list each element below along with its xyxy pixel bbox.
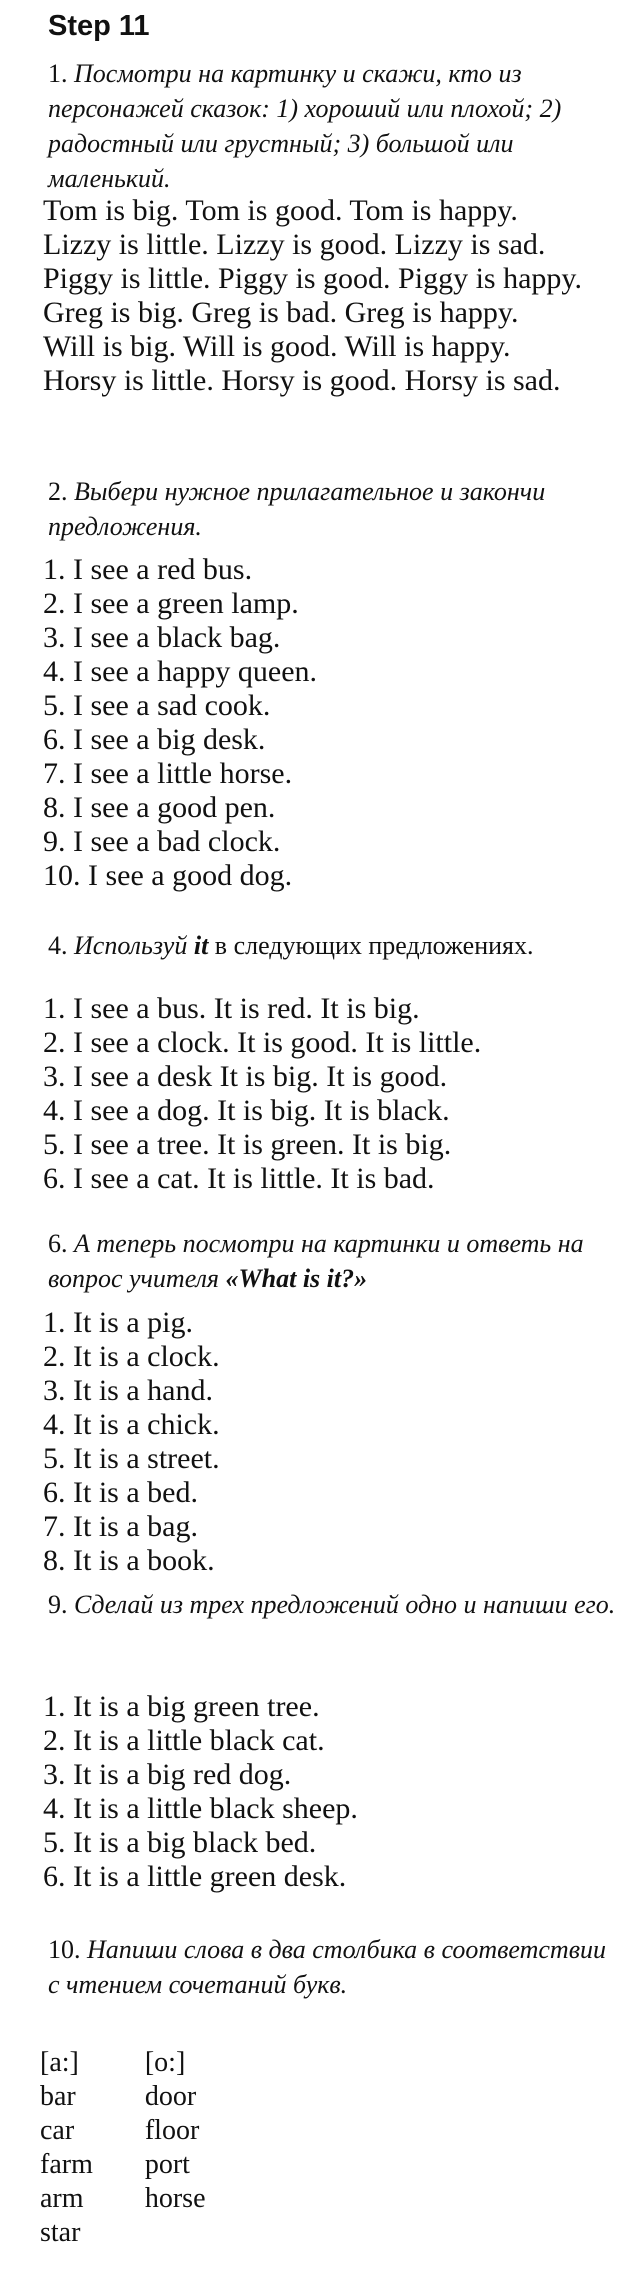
- task-6-answers: [43, 1306, 628, 1578]
- answer-line: 2. It is a little black cat.: [43, 1724, 325, 1757]
- column-a-sound: [40, 2046, 93, 2250]
- task-9-number: 9.: [48, 1590, 68, 1619]
- answer-line: 1. It is a pig.: [43, 1306, 193, 1339]
- task-6-question: «What is it?»: [225, 1264, 368, 1293]
- answer-line: 2. It is a clock.: [43, 1340, 220, 1373]
- task-10-number: 10.: [48, 1935, 81, 1964]
- answer-line: Lizzy is little. Lizzy is good. Lizzy is sad.: [43, 228, 546, 261]
- answer-line: 7. It is a bag.: [43, 1510, 198, 1543]
- task-2-instruction: [48, 474, 618, 544]
- answer-line: Tom is big. Tom is good. Tom is happy.: [43, 194, 518, 227]
- word-a-sound: [a:]: [40, 2047, 79, 2078]
- answer-line: 1. I see a bus. It is red. It is big.: [43, 992, 420, 1025]
- task-9-text: Сделай из трех предложений одно и напиши его.: [74, 1590, 616, 1619]
- word-o-sound: door: [144, 2081, 197, 2112]
- answer-line: Greg is big. Greg is bad. Greg is happy.: [43, 296, 519, 329]
- answer-line: 4. I see a dog. It is big. It is black.: [43, 1094, 450, 1127]
- answer-line: 4. I see a happy queen.: [43, 655, 318, 688]
- task-4-answers: [43, 992, 628, 1196]
- task-2-text: Выбери нужное прилагательное и закончи предложения.: [48, 477, 546, 541]
- answer-line: 1. I see a red bus.: [43, 553, 253, 586]
- task-1-instruction: [48, 56, 618, 196]
- task-6-number: 6.: [48, 1229, 68, 1258]
- task-10-instruction: [48, 1932, 618, 2002]
- task-1-text: Посмотри на картинку и скажи, кто из персонажей сказок: 1) хороший или плохой; 2) радостный или грустный; 3) большой или маленький.: [48, 59, 562, 193]
- answer-line: 8. I see a good pen.: [43, 791, 276, 824]
- answer-line: 6. I see a big desk.: [43, 723, 266, 756]
- answer-line: 8. It is a book.: [43, 1544, 215, 1577]
- column-o-sound: [145, 2046, 206, 2250]
- answer-line: 5. It is a big black bed.: [43, 1826, 317, 1859]
- word-a-sound: star: [40, 2217, 81, 2248]
- answer-line: Piggy is little. Piggy is good. Piggy is happy.: [43, 262, 582, 295]
- task-10-text: Напиши слова в два столбика в соответствии с чтением сочетаний букв.: [48, 1935, 606, 1999]
- task-4-text-pre: Используй: [74, 931, 188, 960]
- task-6-instruction: [48, 1226, 618, 1296]
- task-4-text-post: в следующих предложениях.: [214, 931, 534, 960]
- task-4-instruction: [48, 928, 618, 963]
- answer-line: 1. It is a big green tree.: [43, 1690, 320, 1723]
- word-o-sound: [o:]: [144, 2047, 186, 2078]
- page-heading: Step 11: [48, 10, 150, 42]
- answer-line: 4. It is a chick.: [43, 1408, 220, 1441]
- answer-line: 3. It is a hand.: [43, 1374, 213, 1407]
- answer-line: 3. It is a big red dog.: [43, 1758, 292, 1791]
- task-9-answers: [43, 1690, 628, 1894]
- answer-line: 5. I see a tree. It is green. It is big.: [43, 1128, 452, 1161]
- word-o-sound: port: [144, 2149, 190, 2180]
- task-9-instruction: [48, 1587, 618, 1622]
- answer-line: 6. I see a cat. It is little. It is bad.: [43, 1162, 435, 1195]
- word-a-sound: car: [40, 2115, 75, 2146]
- task-1-number: 1.: [48, 59, 68, 88]
- word-a-sound: bar: [40, 2081, 76, 2112]
- answer-line: 2. I see a green lamp.: [43, 587, 299, 620]
- answer-line: Will is big. Will is good. Will is happy.: [43, 330, 511, 363]
- task-10-columns: [40, 2046, 206, 2250]
- task-4-number: 4.: [48, 931, 68, 960]
- word-o-sound: floor: [144, 2115, 200, 2146]
- task-1-answers: [43, 194, 628, 398]
- word-a-sound: arm: [40, 2183, 84, 2214]
- task-6-text: А теперь посмотри на картинки и ответь на вопрос учителя: [48, 1229, 584, 1293]
- answer-line: 6. It is a bed.: [43, 1476, 198, 1509]
- task-2-number: 2.: [48, 477, 68, 506]
- answer-line: 6. It is a little green desk.: [43, 1860, 347, 1893]
- answer-line: 2. I see a clock. It is good. It is little.: [43, 1026, 482, 1059]
- task-2-answers: [43, 553, 628, 893]
- word-o-sound: horse: [144, 2183, 206, 2214]
- answer-line: Horsy is little. Horsy is good. Horsy is sad.: [43, 364, 561, 397]
- word-a-sound: farm: [40, 2149, 93, 2180]
- answer-line: 9. I see a bad clock.: [43, 825, 281, 858]
- answer-line: 5. It is a street.: [43, 1442, 220, 1475]
- answer-line: 7. I see a little horse.: [43, 757, 293, 790]
- answer-line: 10. I see a good dog.: [43, 859, 293, 892]
- answer-line: 3. I see a black bag.: [43, 621, 281, 654]
- answer-line: 3. I see a desk It is big. It is good.: [43, 1060, 448, 1093]
- answer-line: 4. It is a little black sheep.: [43, 1792, 358, 1825]
- task-4-keyword: it: [193, 931, 209, 960]
- answer-line: 5. I see a sad cook.: [43, 689, 271, 722]
